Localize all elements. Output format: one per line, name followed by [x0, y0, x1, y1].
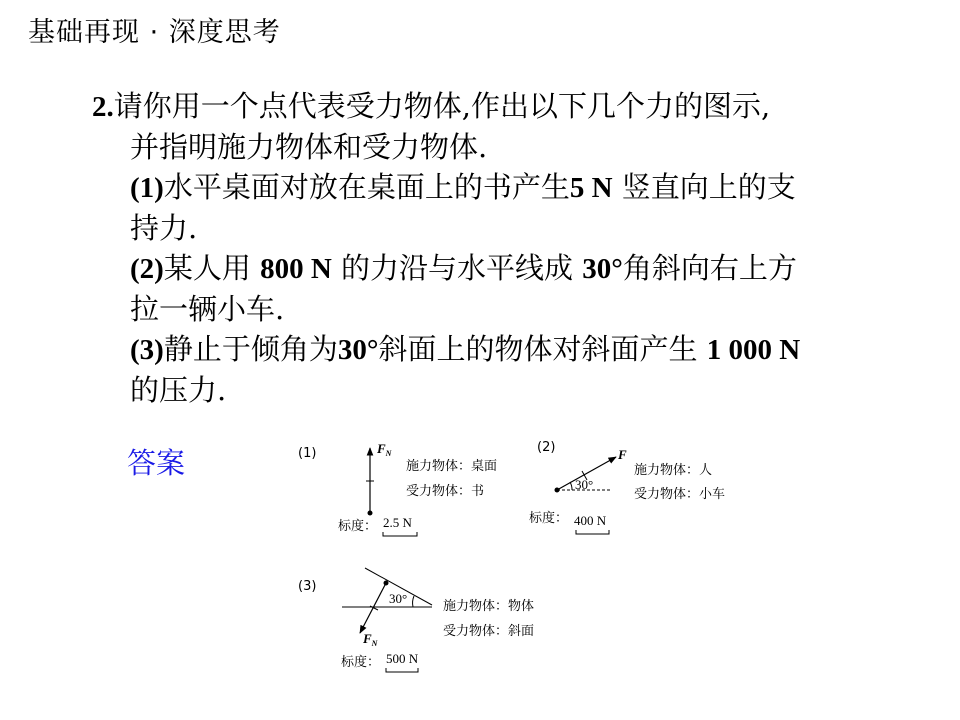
figure-2-receiver: 受力物体：小车	[634, 487, 726, 502]
figure-2	[529, 440, 725, 534]
figure-3-angle: 30°	[389, 591, 408, 606]
figure-3-force-label: $F_N$	[363, 631, 378, 648]
figure-1-applier: 施力物体：桌面	[406, 459, 498, 474]
part-2-line-1: (2)某人用 800 N 的力沿与水平线成 30°角斜向右上方	[130, 251, 797, 285]
figure-3-tag: (3)	[298, 579, 317, 594]
figure-3-scale-value: 500 N	[386, 651, 419, 666]
figure-1-receiver: 受力物体：书	[406, 484, 485, 499]
part-2-line-2: 拉一辆小车.	[130, 292, 285, 326]
figure-2-applier: 施力物体：人	[634, 463, 713, 478]
figure-3-receiver: 受力物体：斜面	[443, 624, 535, 639]
figure-2-scale-label: 标度：	[529, 511, 569, 526]
figure-3-scale-bar	[386, 668, 418, 672]
answer-label: 答案	[127, 446, 186, 480]
figure-1-point	[368, 511, 373, 516]
problem-line-1: 2.请你用一个点代表受力物体,作出以下几个力的图示,	[92, 89, 771, 123]
part-3-line-2: 的压力.	[130, 373, 227, 407]
slide-header: 基础再现 · 深度思考	[28, 17, 281, 48]
figure-3-angle-arc	[413, 596, 414, 607]
figure-2-angle: 30°	[575, 477, 594, 492]
figure-1	[298, 441, 497, 536]
part-1-line-2: 持力.	[130, 211, 198, 245]
figure-2-scale-value: 400 N	[574, 513, 607, 528]
figure-1-scale-label: 标度：	[338, 519, 378, 534]
problem-line-2: 并指明施力物体和受力物体.	[130, 130, 488, 164]
part-3-line-1: (3)静止于倾角为30°斜面上的物体对斜面产生 1 000 N	[130, 332, 801, 366]
figure-2-force-label: F	[618, 447, 627, 462]
figure-2-point	[555, 488, 560, 493]
figure-1-scale-value: 2.5 N	[383, 515, 412, 530]
figure-1-tag: (1)	[298, 446, 317, 461]
figure-2-scale-bar	[576, 530, 609, 534]
figure-2-tag: (2)	[537, 440, 556, 455]
problem-number: 2.	[92, 91, 114, 123]
figure-1-scale-bar	[383, 532, 417, 536]
figure-2-angle-arc	[570, 482, 572, 490]
figure-3-applier: 施力物体：物体	[443, 599, 535, 614]
figure-3-point	[384, 581, 389, 586]
figure-3	[298, 568, 534, 672]
figure-3-scale-label: 标度：	[341, 655, 381, 670]
part-1-line-1: (1)水平桌面对放在桌面上的书产生5 N 竖直向上的支	[130, 170, 796, 204]
figure-1-force-label: $F_N$	[377, 441, 392, 458]
